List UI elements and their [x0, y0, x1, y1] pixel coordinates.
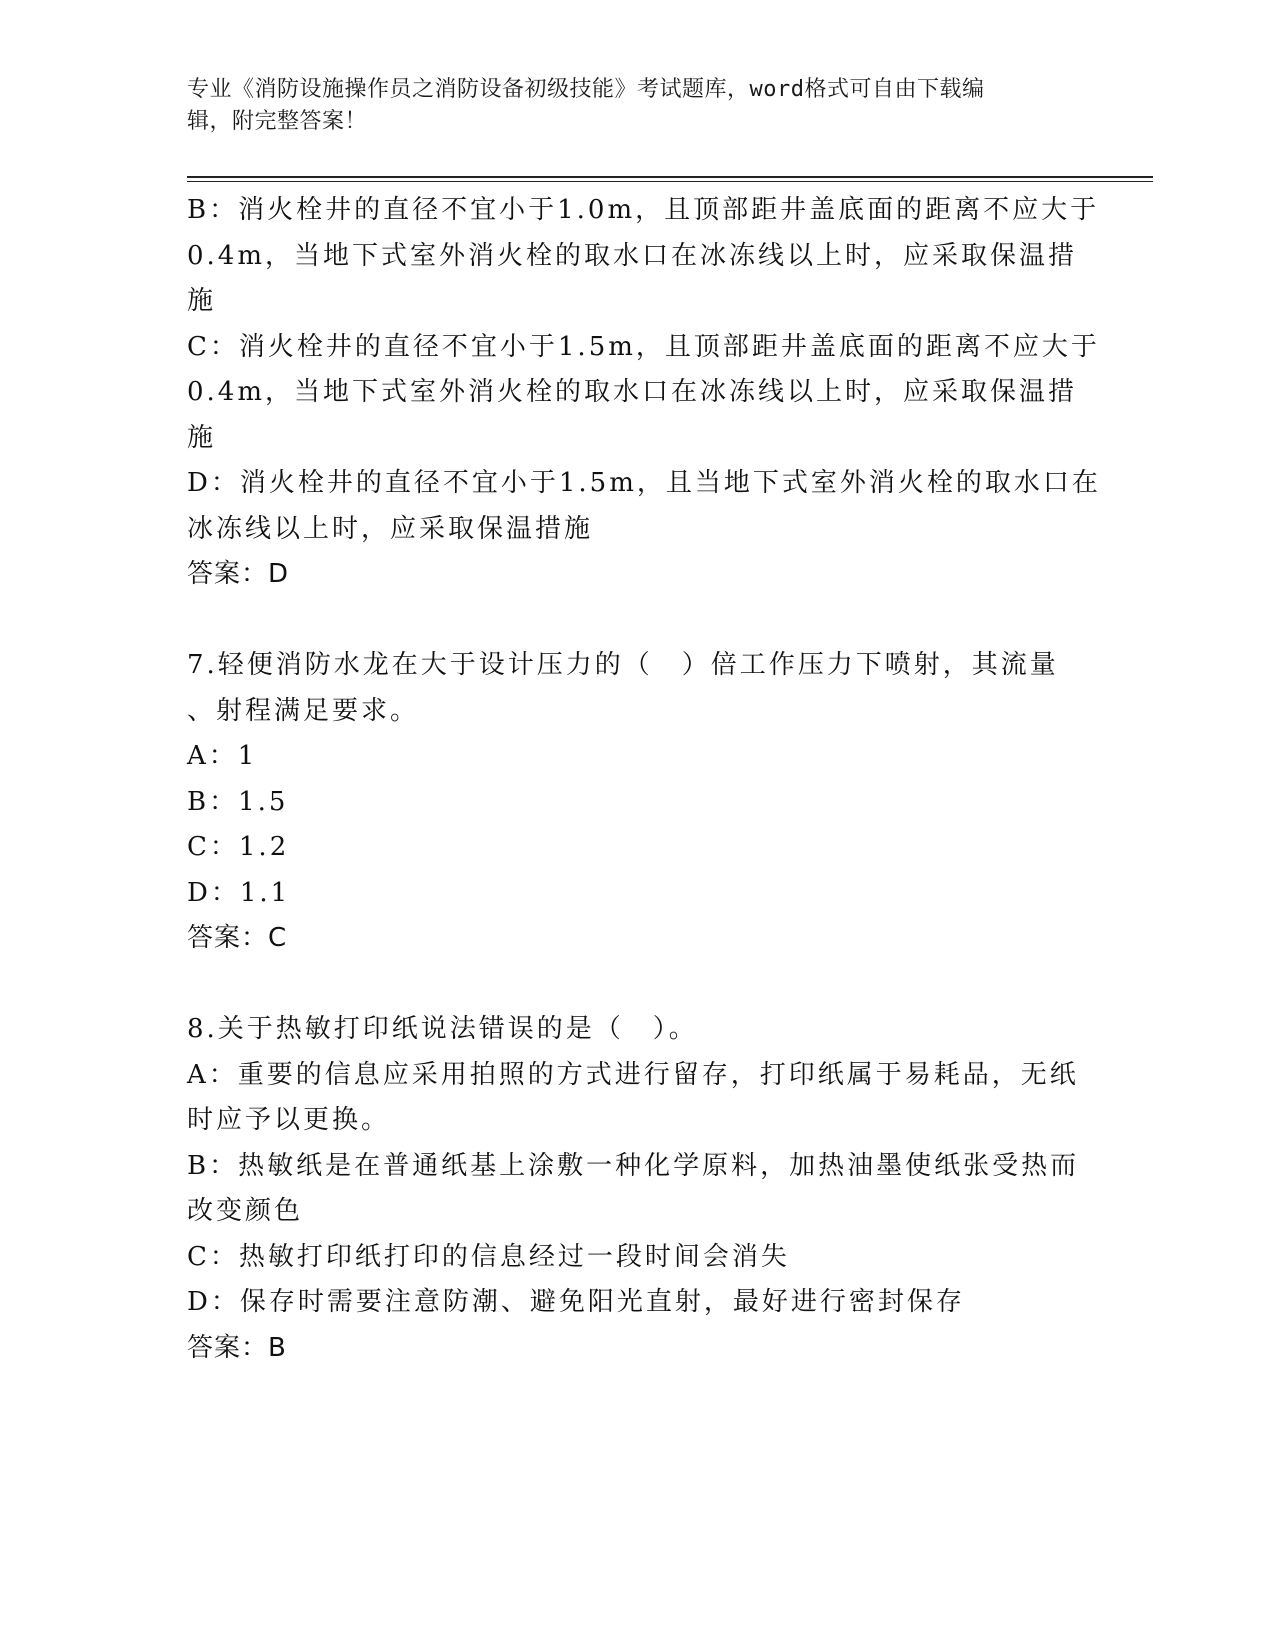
- q8-option-b-line-2: 改变颜色: [187, 1196, 304, 1226]
- q7-question: [187, 643, 1087, 734]
- q7-question-line-1: 7.轻便消防水龙在大于设计压力的（ ）倍工作压力下喷射，其流量: [187, 650, 1059, 680]
- q8-option-a: [187, 1053, 1087, 1144]
- question-spacer: [187, 962, 1087, 1008]
- q6-option-c: [187, 325, 1100, 462]
- q7-option-c: C：1.2: [187, 832, 290, 862]
- q7-option-d: D：1.1: [187, 877, 291, 908]
- q8-option-a-line-1: A：重要的信息应采用拍照的方式进行留存，打印纸属于易耗品，无纸: [187, 1059, 1079, 1090]
- document-header: [187, 74, 1087, 138]
- q8-question: 8.关于热敏打印纸说法错误的是（ ）。: [187, 1014, 698, 1044]
- q7-answer: 答案：C: [187, 923, 288, 953]
- q8-option-d: D：保存时需要注意防潮、避免阳光直射，最好进行密封保存: [187, 1287, 965, 1317]
- header-line-2: 辑，附完整答案！: [187, 109, 368, 134]
- q6-option-b: [187, 188, 1100, 325]
- header-divider-thin: [187, 181, 1153, 182]
- q6-option-d-line-2: 冰冻线以上时，应采取保温措施: [187, 513, 594, 544]
- q6-option-c-line-3: 施: [187, 422, 217, 453]
- q6-answer: 答案：D: [187, 559, 290, 589]
- q6-option-b-line-3: 施: [187, 286, 217, 316]
- q8-answer: 答案：B: [187, 1332, 287, 1363]
- q8-option-a-line-2: 时应予以更换。: [187, 1105, 391, 1135]
- q7-question-line-2: 、射程满足要求。: [187, 695, 420, 726]
- q6-option-d-line-1: D：消火栓井的直径不宜小于1.5m，且当地下式室外消火栓的取水口在: [187, 468, 1101, 498]
- q6-option-d: [187, 461, 1101, 552]
- q7-option-a: A：1: [187, 741, 258, 771]
- q6-option-c-line-1: C：消火栓井的直径不宜小于1.5m，且顶部距井盖底面的距离不应大于: [187, 331, 1100, 362]
- q8-option-c: C：热敏打印纸打印的信息经过一段时间会消失: [187, 1241, 790, 1272]
- q8-option-b-line-1: B：热敏纸是在普通纸基上涂敷一种化学原料，加热油墨使纸张受热而: [187, 1150, 1080, 1181]
- header-divider-thick: [187, 176, 1153, 178]
- question-content: [187, 188, 1101, 1371]
- q6-option-b-line-2: 0.4m，当地下式室外消火栓的取水口在冰冻线以上时，应采取保温措: [187, 240, 1078, 271]
- q7-option-b: B：1.5: [187, 786, 289, 817]
- q8-option-b: [187, 1144, 1087, 1235]
- q6-option-b-line-1: B：消火栓井的直径不宜小于1.0m，且顶部距井盖底面的距离不应大于: [187, 195, 1100, 225]
- q6-option-c-line-2: 0.4m，当地下式室外消火栓的取水口在冰冻线以上时，应采取保温措: [187, 377, 1078, 407]
- question-spacer: [187, 598, 1087, 644]
- header-line-1: 专业《消防设施操作员之消防设备初级技能》考试题库，word格式可自由下载编: [187, 77, 985, 102]
